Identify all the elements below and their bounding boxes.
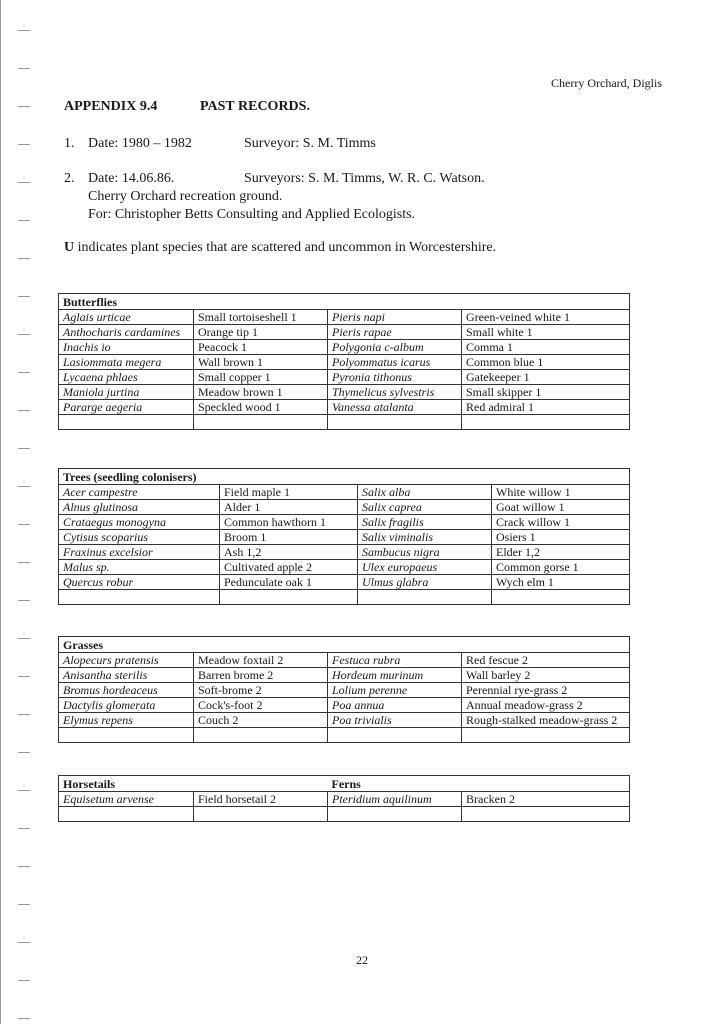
margin-tick: [18, 372, 30, 373]
scientific-name-cell: [328, 415, 462, 430]
scientific-name-cell: Acer campestre: [59, 485, 220, 500]
butterflies-rows: [59, 310, 630, 430]
margin-tick: [18, 334, 30, 335]
table-row: [59, 590, 630, 605]
common-name-cell: Couch 2: [194, 713, 328, 728]
common-name-cell: Speckled wood 1: [194, 400, 328, 415]
common-name-cell: [194, 415, 328, 430]
common-name-cell: Pedunculate oak 1: [220, 575, 358, 590]
scientific-name-cell: Salix caprea: [358, 500, 492, 515]
common-name-cell: Rough-stalked meadow-grass 2: [462, 713, 630, 728]
scientific-name-cell: Poa annua: [328, 698, 462, 713]
document-location: Cherry Orchard, Diglis: [551, 76, 662, 90]
scientific-name-cell: Lasiommata megera: [59, 355, 194, 370]
scientific-name-cell: Lolium perenne: [328, 683, 462, 698]
scientific-name-cell: Fraxinus excelsior: [59, 545, 220, 560]
common-name-cell: Broom 1: [220, 530, 358, 545]
margin-tick: [18, 790, 30, 791]
page-title: [64, 99, 310, 115]
note-text: indicates plant species that are scattered and uncommon in Worcestershire.: [74, 240, 497, 255]
scientific-name-cell: Inachis io: [59, 340, 194, 355]
scientific-name-cell: Festuca rubra: [328, 653, 462, 668]
common-name-cell: [194, 807, 328, 822]
table-heading: Trees (seedling colonisers): [59, 469, 630, 485]
common-name-cell: [462, 728, 630, 743]
scientific-name-cell: [328, 728, 462, 743]
scientific-name-cell: Thymelicus sylvestris: [328, 385, 462, 400]
common-name-cell: Common blue 1: [462, 355, 630, 370]
table-row: [59, 713, 630, 728]
scientific-name-cell: Alnus glutinosa: [59, 500, 220, 515]
margin-tick: [18, 752, 30, 753]
common-name-cell: [220, 590, 358, 605]
margin-tick: [18, 448, 30, 449]
scientific-name-cell: Quercus robur: [59, 575, 220, 590]
common-name-cell: Comma 1: [462, 340, 630, 355]
uncommon-species-note: [64, 240, 496, 256]
common-name-cell: Annual meadow-grass 2: [462, 698, 630, 713]
table-row: [59, 668, 630, 683]
scientific-name-cell: Equisetum arvense: [59, 792, 194, 807]
scientific-name-cell: Salix alba: [358, 485, 492, 500]
table-row: [59, 400, 630, 415]
table-row: [59, 683, 630, 698]
record-2: [64, 170, 485, 224]
scientific-name-cell: Malus sp.: [59, 560, 220, 575]
table-heading-ferns: Ferns: [328, 776, 630, 792]
table-row: [59, 792, 630, 807]
common-name-cell: Green-veined white 1: [462, 310, 630, 325]
scientific-name-cell: Aglais urticae: [59, 310, 194, 325]
record-1: [64, 135, 376, 153]
table-row: [59, 340, 630, 355]
margin-tick: [18, 600, 30, 601]
record-client: For: Christopher Betts Consulting and Applied Ecologists.: [88, 207, 416, 222]
scientific-name-cell: Salix fragilis: [358, 515, 492, 530]
scientific-name-cell: Hordeum murinum: [328, 668, 462, 683]
scientific-name-cell: [59, 728, 194, 743]
common-name-cell: [462, 807, 630, 822]
table-row: [59, 500, 630, 515]
record-date: Date: 1980 – 1982: [88, 136, 192, 151]
common-name-cell: Orange tip 1: [194, 325, 328, 340]
scientific-name-cell: Sambucus nigra: [358, 545, 492, 560]
common-name-cell: Gatekeeper 1: [462, 370, 630, 385]
common-name-cell: Meadow brown 1: [194, 385, 328, 400]
common-name-cell: Cock's-foot 2: [194, 698, 328, 713]
margin-tick: [18, 30, 30, 31]
common-name-cell: Alder 1: [220, 500, 358, 515]
table-row: [59, 355, 630, 370]
table-heading: Grasses: [59, 637, 630, 653]
scientific-name-cell: Polygonia c-album: [328, 340, 462, 355]
table-row: [59, 325, 630, 340]
butterflies-table: [58, 293, 630, 430]
table-row: [59, 310, 630, 325]
common-name-cell: Osiers 1: [492, 530, 630, 545]
common-name-cell: Small white 1: [462, 325, 630, 340]
common-name-cell: White willow 1: [492, 485, 630, 500]
common-name-cell: Soft-brome 2: [194, 683, 328, 698]
scientific-name-cell: Pieris rapae: [328, 325, 462, 340]
appendix-title: PAST RECORDS.: [200, 99, 310, 114]
common-name-cell: Red fescue 2: [462, 653, 630, 668]
margin-tick: [18, 638, 30, 639]
grasses-rows: [59, 653, 630, 743]
common-name-cell: Small copper 1: [194, 370, 328, 385]
table-row: [59, 485, 630, 500]
grasses-table: [58, 636, 630, 743]
table-row: [59, 415, 630, 430]
common-name-cell: Bracken 2: [462, 792, 630, 807]
margin-tick: [18, 676, 30, 677]
scientific-name-cell: Lycaena phlaes: [59, 370, 194, 385]
common-name-cell: Small tortoiseshell 1: [194, 310, 328, 325]
scientific-name-cell: Polyommatus icarus: [328, 355, 462, 370]
common-name-cell: Common gorse 1: [492, 560, 630, 575]
table-heading: Butterflies: [59, 294, 630, 310]
margin-tick: [18, 524, 30, 525]
common-name-cell: Field maple 1: [220, 485, 358, 500]
scientific-name-cell: Ulex europaeus: [358, 560, 492, 575]
scientific-name-cell: Pararge aegeria: [59, 400, 194, 415]
horsetails-ferns-table: [58, 775, 630, 822]
appendix-number: APPENDIX 9.4: [64, 99, 158, 114]
table-row: [59, 560, 630, 575]
scientific-name-cell: Alopecurs pratensis: [59, 653, 194, 668]
scientific-name-cell: [358, 590, 492, 605]
uncommon-marker: U: [64, 240, 75, 255]
common-name-cell: Goat willow 1: [492, 500, 630, 515]
common-name-cell: Wall brown 1: [194, 355, 328, 370]
common-name-cell: [492, 590, 630, 605]
record-site: Cherry Orchard recreation ground.: [88, 189, 283, 204]
scientific-name-cell: Vanessa atalanta: [328, 400, 462, 415]
common-name-cell: Elder 1,2: [492, 545, 630, 560]
margin-tick: [18, 68, 30, 69]
scientific-name-cell: Poa trivialis: [328, 713, 462, 728]
record-date: Date: 14.06.86.: [88, 171, 175, 186]
scientific-name-cell: Anthocharis cardamines: [59, 325, 194, 340]
margin-tick: [18, 942, 30, 943]
common-name-cell: Wych elm 1: [492, 575, 630, 590]
scientific-name-cell: Salix viminalis: [358, 530, 492, 545]
table-row: [59, 530, 630, 545]
scientific-name-cell: Crataegus monogyna: [59, 515, 220, 530]
table-row: [59, 728, 630, 743]
margin-tick: [18, 904, 30, 905]
margin-tick: [18, 258, 30, 259]
scientific-name-cell: [59, 590, 220, 605]
trees-rows: [59, 485, 630, 605]
table-row: [59, 545, 630, 560]
margin-tick: [18, 182, 30, 183]
table-row: [59, 807, 630, 822]
scientific-name-cell: [328, 807, 462, 822]
common-name-cell: Meadow foxtail 2: [194, 653, 328, 668]
table-row: [59, 698, 630, 713]
common-name-cell: Crack willow 1: [492, 515, 630, 530]
record-index: 1.: [64, 136, 75, 151]
common-name-cell: [462, 415, 630, 430]
record-index: 2.: [64, 171, 75, 186]
scientific-name-cell: [59, 415, 194, 430]
horsetails-ferns-rows: [59, 792, 630, 822]
scientific-name-cell: Bromus hordeaceus: [59, 683, 194, 698]
margin-tick: [18, 220, 30, 221]
common-name-cell: Red admiral 1: [462, 400, 630, 415]
common-name-cell: Peacock 1: [194, 340, 328, 355]
common-name-cell: Wall barley 2: [462, 668, 630, 683]
margin-tick: [18, 410, 30, 411]
page-number: 22: [356, 953, 368, 967]
common-name-cell: Common hawthorn 1: [220, 515, 358, 530]
margin-tick: [18, 1018, 30, 1019]
common-name-cell: Field horsetail 2: [194, 792, 328, 807]
table-row: [59, 653, 630, 668]
table-row: [59, 575, 630, 590]
margin-tick: [18, 486, 30, 487]
scientific-name-cell: Maniola jurtina: [59, 385, 194, 400]
margin-tick: [18, 980, 30, 981]
margin-tick: [18, 866, 30, 867]
table-row: [59, 515, 630, 530]
scientific-name-cell: Cytisus scoparius: [59, 530, 220, 545]
margin-tick: [18, 106, 30, 107]
scientific-name-cell: Pieris napi: [328, 310, 462, 325]
scientific-name-cell: Anisantha sterilis: [59, 668, 194, 683]
margin-tick: [18, 144, 30, 145]
margin-tick: [18, 714, 30, 715]
common-name-cell: [194, 728, 328, 743]
common-name-cell: Ash 1,2: [220, 545, 358, 560]
scientific-name-cell: Elymus repens: [59, 713, 194, 728]
record-surveyor: Surveyors: S. M. Timms, W. R. C. Watson.: [244, 171, 485, 186]
margin-tick: [18, 296, 30, 297]
common-name-cell: Barren brome 2: [194, 668, 328, 683]
margin-tick: [18, 562, 30, 563]
record-surveyor: Surveyor: S. M. Timms: [244, 136, 376, 151]
trees-table: [58, 468, 630, 605]
margin-tick: [18, 828, 30, 829]
table-row: [59, 385, 630, 400]
scientific-name-cell: Ulmus glabra: [358, 575, 492, 590]
binding-edge: [0, 0, 1, 1024]
common-name-cell: Small skipper 1: [462, 385, 630, 400]
common-name-cell: Cultivated apple 2: [220, 560, 358, 575]
table-row: [59, 370, 630, 385]
common-name-cell: Perennial rye-grass 2: [462, 683, 630, 698]
scientific-name-cell: Pteridium aquilinum: [328, 792, 462, 807]
scientific-name-cell: Dactylis glomerata: [59, 698, 194, 713]
scientific-name-cell: Pyronia tithonus: [328, 370, 462, 385]
table-heading-horsetails: Horsetails: [59, 776, 328, 792]
scientific-name-cell: [59, 807, 194, 822]
